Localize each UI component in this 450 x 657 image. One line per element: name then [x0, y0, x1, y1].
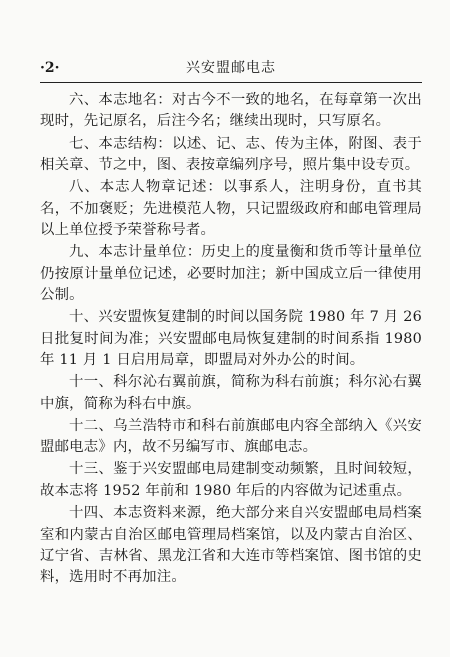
- paragraph-abbreviations: 十一、科尔沁右翼前旗，简称为科右前旗；科尔沁右翼中旗，简称为科右中旗。: [40, 374, 422, 412]
- paragraph-biographies: 八、本志人物章记述：以事系人，注明身份，直书其名，不加褒贬；先进模范人物，只记盟级政府和邮电管理局以上单位授予荣誉称号者。: [40, 179, 422, 239]
- body-text: [40, 90, 422, 589]
- paragraph-city-banner-scope: 十二、乌兰浩特市和科右前旗邮电内容全部纳入《兴安盟邮电志》内，故不另编写市、旗邮电志。: [40, 417, 422, 456]
- paragraph-place-names: 六、本志地名：对古今不一致的地名，在每章第一次出现时，先记原名，后注今名；继续出现时，只写原名。: [40, 92, 422, 130]
- paragraph-focus-periods: 十三、鉴于兴安盟邮电局建制变动频繁，且时间较短，故本志将 1952 年前和 1980 年后的内容做为记述重点。: [40, 461, 422, 499]
- page-number: ·2·: [40, 60, 60, 76]
- paragraph-establishment-dates: 十、兴安盟恢复建制的时间以国务院 1980 年 7 月 26 日批复时间为准；兴安盟邮电局恢复建制的时间系指 1980 年 11 月 1 日启用局章，即盟局对外办公的时间。: [40, 309, 422, 369]
- header-rule: [40, 82, 422, 83]
- paragraph-units: 九、本志计量单位：历史上的度量衡和货币等计量单位仍按原计量单位记述，必要时加注；新中国成立后一律使用公制。: [40, 244, 422, 304]
- running-title: 兴安盟邮电志: [186, 60, 276, 76]
- paragraph-structure: 七、本志结构：以述、记、志、传为主体，附图、表于相关章、节之中，图、表按章编列序号，照片集中设专页。: [40, 135, 422, 174]
- page-header: [40, 58, 422, 78]
- paragraph-sources: 十四、本志资料来源，绝大部分来自兴安盟邮电局档案室和内蒙古自治区邮电管理局档案馆，以及内蒙古自治区、辽宁省、吉林省、黑龙江省和大连市等档案馆、图书馆的史料，选用时不再加注。: [40, 505, 422, 586]
